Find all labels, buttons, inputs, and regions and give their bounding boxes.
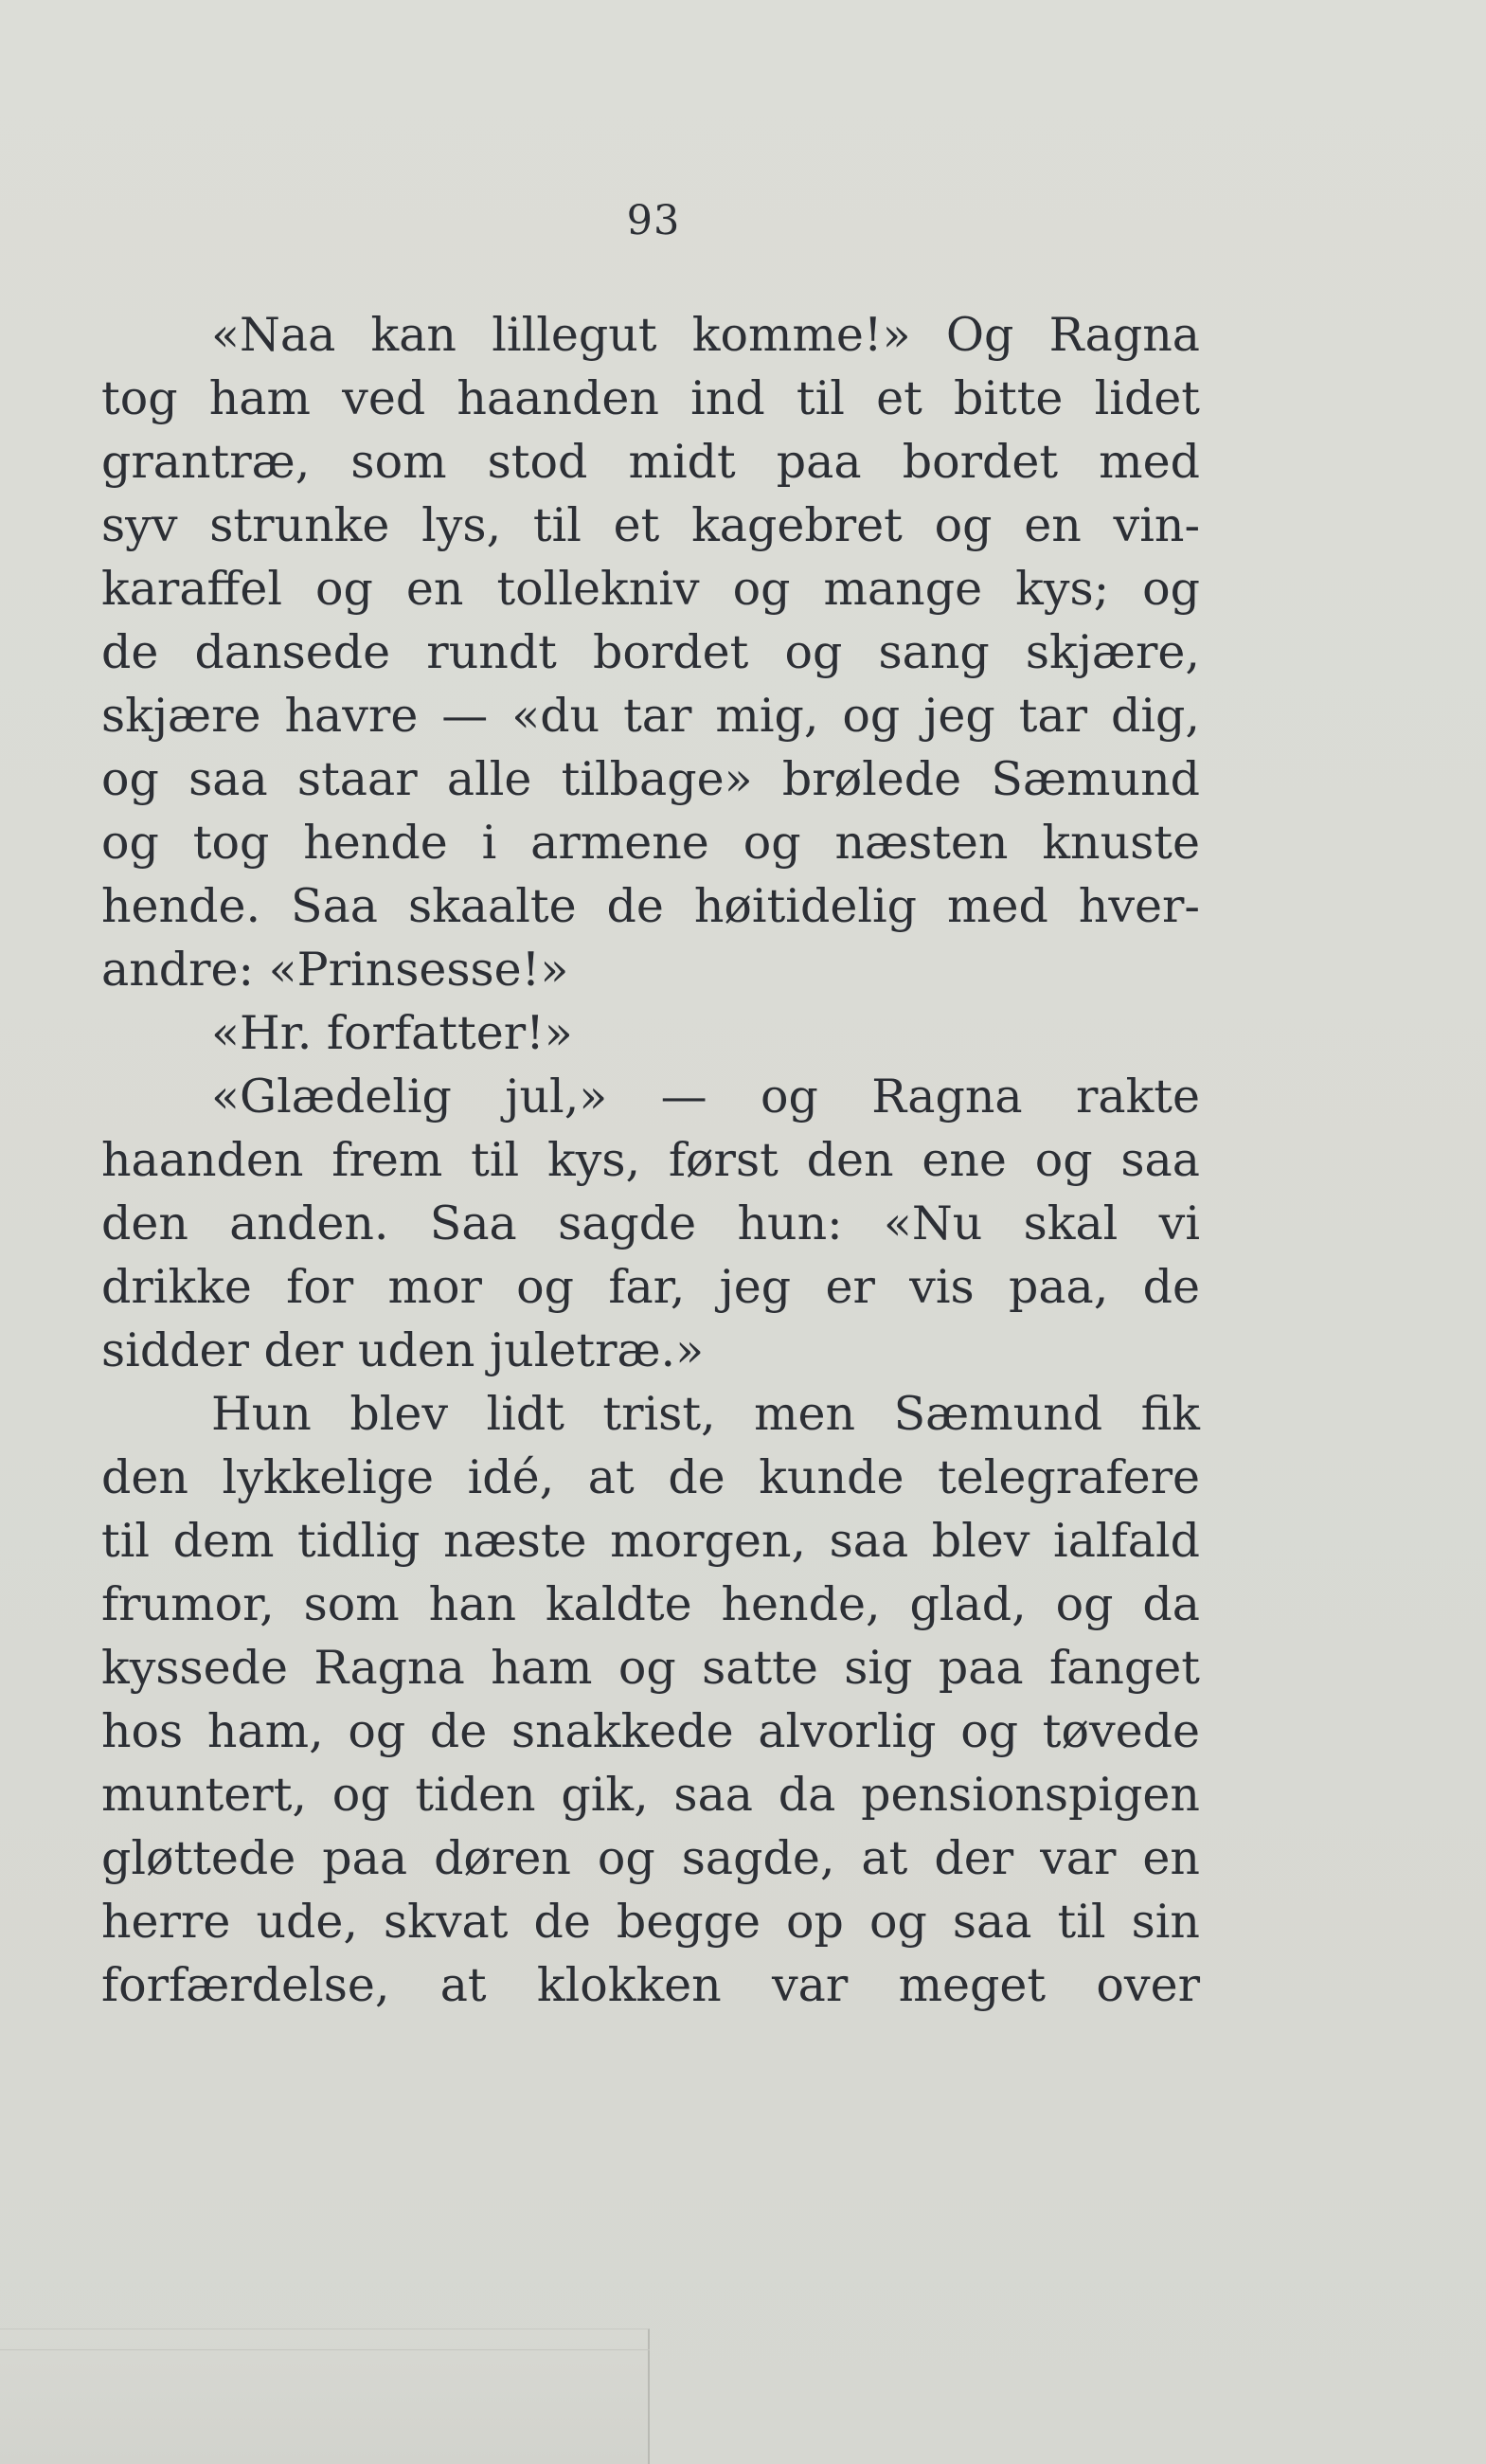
text-line: tog ham ved haanden ind til et bitte lidet [101,371,1200,425]
page-number: 93 [626,197,681,244]
text-line: skjære havre — «du tar mig, og jeg tar dig, [101,689,1200,743]
text-line: «Glædelig jul,» — og Ragna rakte [211,1070,1200,1124]
body-text [101,303,1200,2017]
page-binding-line [0,2349,650,2350]
text-line: og tog hende i armene og næsten knuste [101,816,1200,870]
text-line: gløttede paa døren og sagde, at der var en [101,1831,1200,1885]
text-line: de dansede rundt bordet og sang skjære, [101,625,1200,679]
text-line: den lykkelige idé, at de kunde telegrafere [101,1450,1200,1504]
text-line: Hun blev lidt trist, men Sæmund fik [211,1387,1200,1441]
text-line: sidder der uden juletræ.» [101,1323,705,1377]
text-line: andre: «Prinsesse!» [101,943,569,997]
text-line: karaffel og en tollekniv og mange kys; og [101,562,1200,616]
text-line: og saa staar alle tilbage» brølede Sæmund [101,752,1200,806]
text-line: herre ude, skvat de begge op og saa til sin [101,1895,1200,1949]
text-line: «Naa kan lillegut komme!» Og Ragna [211,308,1200,362]
text-line: til dem tidlig næste morgen, saa blev ialfald [101,1514,1200,1568]
text-line: syv strunke lys, til et kagebret og en vin- [101,498,1200,552]
text-line: forfærdelse, at klokken var meget over [101,1958,1200,2012]
text-line: muntert, og tiden gik, saa da pensionspigen [101,1768,1200,1822]
text-line: kyssede Ragna ham og satte sig paa fanget [101,1641,1200,1695]
text-line: «Hr. forfatter!» [211,1006,573,1060]
text-line: den anden. Saa sagde hun: «Nu skal vi [101,1196,1200,1250]
text-line: hos ham, og de snakkede alvorlig og tøvede [101,1704,1200,1758]
text-line: hende. Saa skaalte de høitidelig med hver- [101,879,1200,933]
text-line: grantræ, som stod midt paa bordet med [101,435,1200,489]
text-line: haanden frem til kys, først den ene og saa [101,1133,1200,1187]
text-line: drikke for mor og far, jeg er vis paa, de [101,1260,1200,1314]
text-line: frumor, som han kaldte hende, glad, og da [101,1577,1200,1631]
